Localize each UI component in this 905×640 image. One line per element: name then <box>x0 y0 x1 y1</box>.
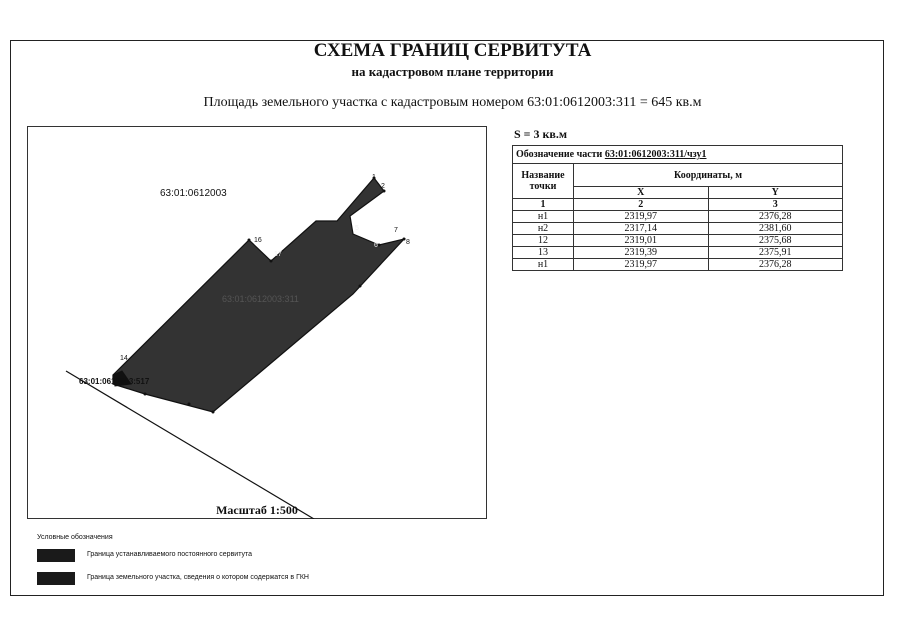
legend-title: Условные обозначения <box>37 534 113 541</box>
point-marker <box>270 260 273 263</box>
street-label: 63:01:0612003:517 <box>79 377 150 386</box>
cell-y: 2375,68 <box>708 235 843 247</box>
col-x: X <box>574 187 709 199</box>
cell-y: 2376,28 <box>708 211 843 223</box>
point-label: 5 <box>355 225 359 232</box>
part-number: 63:01:0612003:311/чзу1 <box>604 149 707 160</box>
document-title: СХЕМА ГРАНИЦ СЕРВИТУТА <box>313 40 592 61</box>
document-subtitle: на кадастровом плане территории <box>351 64 554 79</box>
legend-text: Граница устанавливаемого постоянного сервитута <box>87 551 253 558</box>
part-label: Обозначение части <box>516 149 603 160</box>
legend-text: Граница земельного участка, сведения о котором содержатся в ГКН <box>87 574 309 581</box>
quarter-label: 63:01:0612003 <box>160 188 227 199</box>
point-label: 17 <box>274 251 282 258</box>
point-label: 7 <box>394 227 398 234</box>
point-label: 2 <box>381 183 385 190</box>
legend-swatch <box>37 549 75 562</box>
cell-y: 2375,91 <box>708 247 843 259</box>
table-row <box>513 223 843 235</box>
table-row <box>513 235 843 247</box>
point-label: 8 <box>406 239 410 246</box>
cadastral-map <box>27 126 487 519</box>
map-scale: Масштаб 1:500 <box>216 503 298 517</box>
col-number: 2 <box>574 199 709 211</box>
point-label: 1 <box>372 174 376 181</box>
cell-x: 2319,39 <box>574 247 709 259</box>
coordinates-table <box>512 145 843 271</box>
table-caption-row <box>513 146 843 164</box>
col-point-name: Название точки <box>513 164 574 199</box>
cell-point: 12 <box>513 235 574 247</box>
point-marker <box>248 239 251 242</box>
col-coords: Координаты, м <box>574 164 843 187</box>
cell-point: н1 <box>513 211 574 223</box>
point-marker <box>188 403 191 406</box>
cell-point: н1 <box>513 259 574 271</box>
cell-x: 2317,14 <box>574 223 709 235</box>
area-statement: Площадь земельного участка с кадастровым номером 63:01:0612003:311 = 645 кв.м <box>203 95 702 110</box>
point-label: 14 <box>120 355 128 362</box>
point-marker <box>359 285 362 288</box>
point-label: 16 <box>254 237 262 244</box>
cell-y: 2381,60 <box>708 223 843 235</box>
cell-x: 2319,97 <box>574 259 709 271</box>
table-row <box>513 211 843 223</box>
legend-swatch <box>37 572 75 585</box>
table-row <box>513 259 843 271</box>
table-row <box>513 247 843 259</box>
col-number: 1 <box>513 199 574 211</box>
point-label: 6 <box>374 242 378 249</box>
table-caption <box>513 146 843 164</box>
point-marker <box>378 244 381 247</box>
col-number: 3 <box>708 199 843 211</box>
point-marker <box>144 393 147 396</box>
cell-x: 2319,01 <box>574 235 709 247</box>
col-y: Y <box>708 187 843 199</box>
point-marker <box>212 411 215 414</box>
cell-x: 2319,97 <box>574 211 709 223</box>
cell-point: н2 <box>513 223 574 235</box>
cell-point: 13 <box>513 247 574 259</box>
table-number-row <box>513 199 843 211</box>
parcel-label: 63:01:0612003:311 <box>222 294 299 304</box>
servitude-area-value: S = 3 кв.м <box>514 127 568 141</box>
table-header-row <box>513 164 843 187</box>
cell-y: 2376,28 <box>708 259 843 271</box>
